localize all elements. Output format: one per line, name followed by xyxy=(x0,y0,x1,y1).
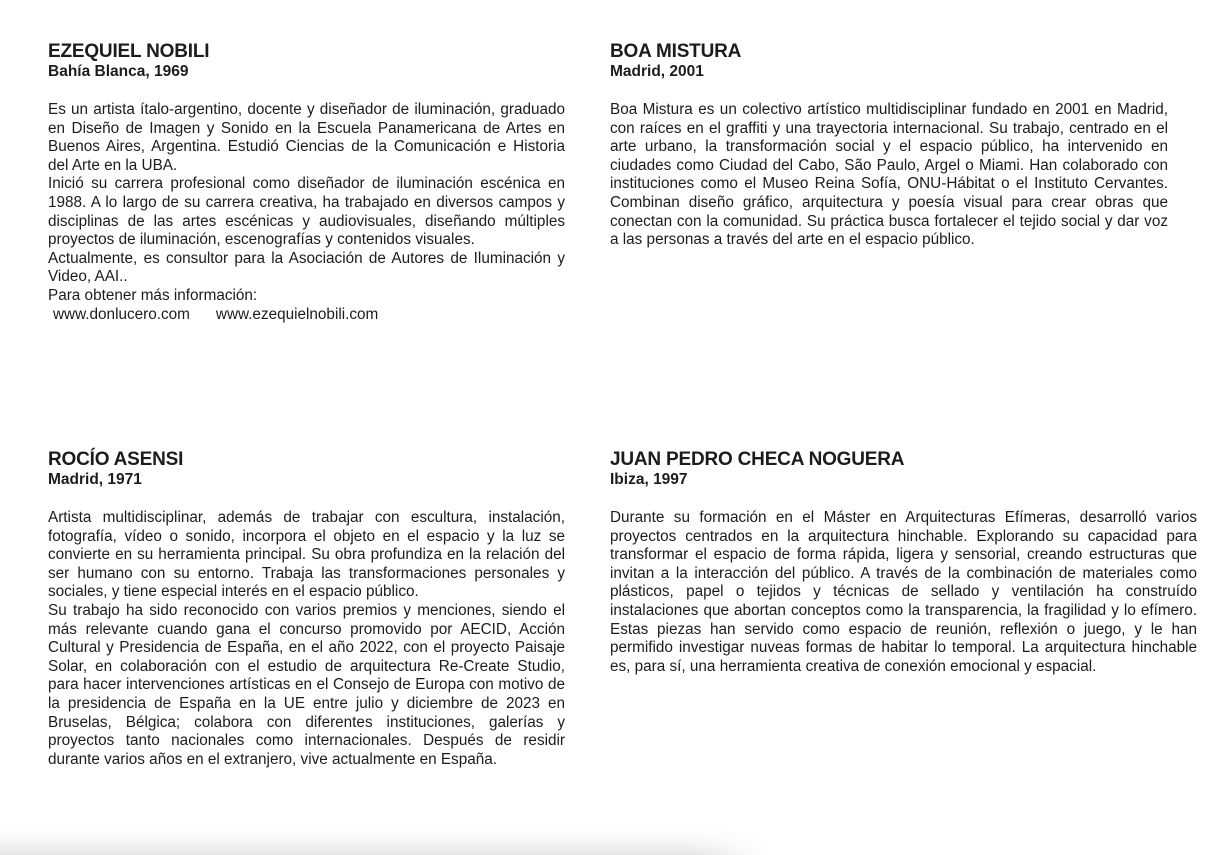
link-donlucero: www.donlucero.com xyxy=(53,305,190,323)
page-edge-shadow xyxy=(0,829,782,855)
artist-name: BOA MISTURA xyxy=(610,41,742,62)
artist-origin: Madrid, 1971 xyxy=(48,471,142,488)
bio-paragraph: Actualmente, es consultor para la Asociación de Autores de Iluminación y Video, AAI.. xyxy=(48,249,565,286)
artist-origin: Madrid, 2001 xyxy=(610,63,704,80)
artist-origin: Bahía Blanca, 1969 xyxy=(48,63,189,80)
bio-text xyxy=(48,101,565,324)
artist-origin: Ibiza, 1997 xyxy=(610,471,688,488)
artist-name: JUAN PEDRO CHECA NOGUERA xyxy=(610,449,905,470)
link-ezequielnobili: www.ezequielnobili.com xyxy=(215,305,379,323)
bio-paragraph: Su trabajo ha sido reconocido con varios premios y menciones, siendo el más relevante cuando gana el concurso promovido por AECID, Acción Cultural y Presidencia de España, en el año 2022, con el proyecto Paisaje Solar, en colaboración con el estudio de arquitectura Re-Create Studio, para hacer intervenciones artísticas en el Consejo de Europa con motivo de la presidencia de España en la UE entre julio y diciembre de 2023 en Bruselas, Bélgica; colabora con diferentes instituciones, galerías y proyectos tanto nacionales como internacionales. Después de residir durante varios años en el extranjero, vive actualmente en España. xyxy=(48,601,565,768)
bio-paragraph: Boa Mistura es un colectivo artístico multidisciplinar fundado en 2001 en Madrid, con raíces en el graffiti y una trayectoria internacional. Su trabajo, centrado en el arte urbano, la transformación social y el espacio público, ha intervenido en ciudades como Ciudad del Cabo, São Paulo, Argel o Miami. Han colaborado con instituciones como el Museo Reina Sofía, ONU-Hábitat o el Instituto Cervantes. Combinan diseño gráfico, arquitectura y poesía visual para crear obras que conectan con la comunidad. Su práctica busca fortalecer el tejido social y dar voz a las personas a través del arte en el espacio público. xyxy=(610,101,1168,249)
bio-ezequiel-nobili xyxy=(48,42,565,324)
bio-text xyxy=(610,509,1197,676)
bio-paragraph: Es un artista ítalo-argentino, docente y diseñador de iluminación, graduado en Diseño de Imagen y Sonido en la Escuela Panamericana de Artes en Buenos Aires, Argentina. Estudió Ciencias de la Comunicación e Historia del Arte en la UBA. xyxy=(48,101,565,174)
bio-rocio-asensi xyxy=(48,450,565,769)
artist-name: ROCÍO ASENSI xyxy=(48,449,184,470)
bio-paragraph: Durante su formación en el Máster en Arquitecturas Efímeras, desarrolló varios proyectos centrados en la arquitectura hinchable. Explorando su capacidad para transformar el espacio de forma rápida, ligera y sensorial, creando estructuras que invitan a la interacción del público. A través de la combinación de materiales como plásticos, papel o tejidos y técnicas de sellado y ventilación ha construído instalaciones que abortan conceptos como la transparencia, la fragilidad y lo efímero. Estas piezas han servido como espacio de reunión, reflexión o juego, y le han permifido investigar nuveas formas de habitar lo temporal. La arquitectura hinchable es, para sí, una herramienta creativa de conexión emocional y espacial. xyxy=(610,509,1197,675)
bio-text xyxy=(48,509,565,769)
bio-juan-pedro-checa-noguera xyxy=(610,450,1197,676)
website-links xyxy=(48,306,565,325)
bio-paragraph: Artista multidisciplinar, además de trabajar con escultura, instalación, fotografía, vídeo o sonido, incorpora el objeto en el espacio y la luz se convierte en su herramienta principal. Su obra profundiza en la relación del ser humano con su entorno. Trabaja las transformaciones personales y sociales, y tiene especial interés en el espacio público. xyxy=(48,509,565,601)
bio-boa-mistura xyxy=(610,42,1168,250)
more-info-label: Para obtener más información: xyxy=(48,286,258,304)
bio-paragraph: Inició su carrera profesional como diseñador de iluminación escénica en 1988. A lo largo de su carrera creativa, ha trabajado en diversos campos y disciplinas de las artes escénicas y audiovisuales, diseñando múltiples proyectos de iluminación, escenografías y contenidos visuales. xyxy=(48,175,565,249)
bio-text xyxy=(610,101,1168,250)
artist-name: EZEQUIEL NOBILI xyxy=(48,41,210,62)
